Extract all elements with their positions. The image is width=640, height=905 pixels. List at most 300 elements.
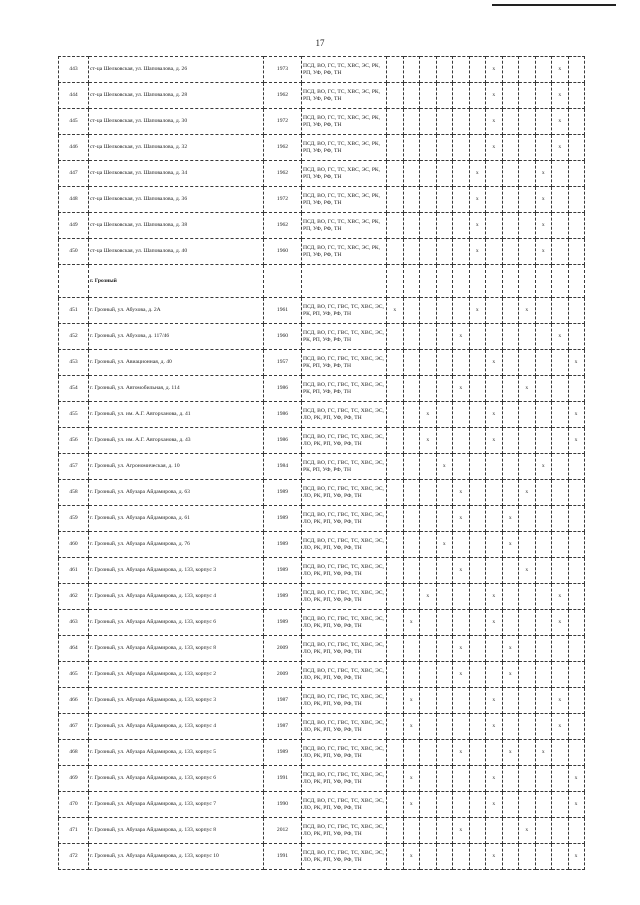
mark-cell <box>420 766 437 792</box>
mark-cell <box>420 714 437 740</box>
year-cell: 1961 <box>264 298 302 324</box>
mark-cell <box>403 83 420 109</box>
mark-cell <box>436 740 453 766</box>
row-number: 455 <box>59 402 89 428</box>
mark-cell <box>453 844 470 870</box>
mark-cell: x <box>486 135 503 161</box>
mark-cell <box>552 402 569 428</box>
row-number: 445 <box>59 109 89 135</box>
mark-cell: x <box>453 636 470 662</box>
mark-cell: x <box>403 766 420 792</box>
mark-cell: x <box>453 506 470 532</box>
mark-cell <box>469 688 486 714</box>
mark-cell <box>535 402 552 428</box>
year-cell: 1991 <box>264 844 302 870</box>
mark-cell <box>535 506 552 532</box>
mark-cell: x <box>486 714 503 740</box>
mark-cell <box>453 792 470 818</box>
mark-cell <box>453 350 470 376</box>
mark-cell <box>519 766 536 792</box>
mark-cell <box>387 610 404 636</box>
mark-cell <box>502 187 519 213</box>
mark-cell <box>387 324 404 350</box>
mark-cell <box>552 428 569 454</box>
mark-cell <box>403 636 420 662</box>
mark-cell <box>519 161 536 187</box>
row-number: 443 <box>59 57 89 83</box>
row-number: 449 <box>59 213 89 239</box>
table-row <box>59 636 585 662</box>
mark-cell <box>420 792 437 818</box>
table-row <box>59 610 585 636</box>
mark-cell: x <box>486 83 503 109</box>
mark-cell <box>552 662 569 688</box>
table-row <box>59 766 585 792</box>
mark-cell <box>502 324 519 350</box>
mark-cell <box>502 480 519 506</box>
mark-cell <box>486 376 503 402</box>
year-cell: 1986 <box>264 402 302 428</box>
mark-cell <box>436 135 453 161</box>
mark-cell <box>519 57 536 83</box>
mark-cell <box>568 610 584 636</box>
row-number: 465 <box>59 662 89 688</box>
year-cell: 1972 <box>264 109 302 135</box>
mark-cell: x <box>403 844 420 870</box>
mark-cell <box>387 402 404 428</box>
mark-cell <box>387 740 404 766</box>
mark-cell <box>436 688 453 714</box>
row-number: 458 <box>59 480 89 506</box>
mark-cell <box>453 109 470 135</box>
mark-cell <box>552 636 569 662</box>
table-body-settlement <box>59 57 585 265</box>
mark-cell <box>486 324 503 350</box>
mark-cell <box>469 714 486 740</box>
mark-cell <box>502 584 519 610</box>
mark-cell <box>453 610 470 636</box>
mark-cell <box>519 532 536 558</box>
mark-cell <box>568 161 584 187</box>
mark-cell <box>535 83 552 109</box>
services-cell: ПСД, ВО, ГС, ГВС, ТС, ХВС, ЭС, ЛО, РК, РП, УФ, РФ, ТН <box>302 792 387 818</box>
year-cell: 1989 <box>264 506 302 532</box>
year-cell: 1989 <box>264 610 302 636</box>
mark-cell <box>552 740 569 766</box>
table-row <box>59 402 585 428</box>
mark-cell <box>568 135 584 161</box>
services-cell: ПСД, ВО, ГС, ТС, ХВС, ЭС, РК, РП, УФ, РФ, ТН <box>302 57 387 83</box>
mark-cell <box>403 57 420 83</box>
mark-cell <box>453 766 470 792</box>
mark-cell <box>420 818 437 844</box>
mark-cell <box>453 213 470 239</box>
mark-cell <box>469 792 486 818</box>
mark-cell <box>535 298 552 324</box>
mark-cell <box>535 350 552 376</box>
housing-register-table <box>58 56 585 870</box>
address-cell: г. Грозный, ул. Абузара Айдамирова, д. 133, корпус 2 <box>89 662 264 688</box>
mark-cell <box>387 532 404 558</box>
mark-cell: x <box>535 187 552 213</box>
mark-cell: x <box>453 324 470 350</box>
mark-cell: x <box>535 740 552 766</box>
services-cell: ПСД, ВО, ГС, ТС, ХВС, ЭС, РК, РП, УФ, РФ, ТН <box>302 83 387 109</box>
row-number: 466 <box>59 688 89 714</box>
table-row <box>59 161 585 187</box>
mark-cell <box>469 610 486 636</box>
address-cell: г. Грозный, ул. Абузара Айдамирова, д. 133, корпус 7 <box>89 792 264 818</box>
mark-cell <box>436 792 453 818</box>
mark-cell <box>420 480 437 506</box>
mark-cell <box>519 844 536 870</box>
mark-cell <box>469 584 486 610</box>
mark-cell <box>519 454 536 480</box>
mark-cell <box>502 298 519 324</box>
mark-cell <box>486 740 503 766</box>
mark-cell <box>568 239 584 265</box>
table-row <box>59 187 585 213</box>
mark-cell <box>486 662 503 688</box>
page-number: 17 <box>315 38 325 48</box>
mark-cell <box>568 584 584 610</box>
mark-cell <box>453 161 470 187</box>
mark-cell <box>403 454 420 480</box>
row-number: 457 <box>59 454 89 480</box>
mark-cell <box>568 109 584 135</box>
table-row <box>59 213 585 239</box>
row-number: 461 <box>59 558 89 584</box>
table-row <box>59 428 585 454</box>
table-body-city <box>59 298 585 870</box>
mark-cell <box>568 57 584 83</box>
mark-cell: x <box>502 506 519 532</box>
address-cell: ст-ца Шелковская, ул. Шаповалова, д. 34 <box>89 161 264 187</box>
mark-cell: x <box>568 792 584 818</box>
mark-cell <box>403 324 420 350</box>
mark-cell <box>436 213 453 239</box>
mark-cell <box>436 610 453 636</box>
year-cell: 1962 <box>264 83 302 109</box>
mark-cell <box>502 844 519 870</box>
mark-cell <box>486 558 503 584</box>
table-body-city-heading <box>59 265 585 298</box>
mark-cell <box>436 324 453 350</box>
mark-cell <box>502 454 519 480</box>
mark-cell <box>469 428 486 454</box>
mark-cell <box>436 558 453 584</box>
mark-cell <box>403 818 420 844</box>
mark-cell <box>436 766 453 792</box>
mark-cell <box>535 636 552 662</box>
mark-cell: x <box>552 83 569 109</box>
address-cell: г. Грозный, ул. Абузара Айдамирова, д. 61 <box>89 506 264 532</box>
mark-cell: x <box>568 350 584 376</box>
row-number: 451 <box>59 298 89 324</box>
mark-cell: x <box>453 818 470 844</box>
address-cell: ст-ца Шелковская, ул. Шаповалова, д. 28 <box>89 83 264 109</box>
mark-cell <box>519 350 536 376</box>
mark-cell: x <box>453 376 470 402</box>
services-cell: ПСД, ВО, ГС, ГВС, ТС, ХВС, ЭС, ЛО, РК, РП, УФ, РФ, ТН <box>302 636 387 662</box>
mark-cell <box>568 818 584 844</box>
mark-cell: x <box>486 688 503 714</box>
mark-cell <box>436 187 453 213</box>
mark-cell <box>403 213 420 239</box>
mark-cell: x <box>387 298 404 324</box>
mark-cell <box>552 298 569 324</box>
address-cell: ст-ца Шелковская, ул. Шаповалова, д. 40 <box>89 239 264 265</box>
mark-cell <box>403 376 420 402</box>
mark-cell <box>420 688 437 714</box>
mark-cell <box>469 480 486 506</box>
year-cell: 1989 <box>264 584 302 610</box>
mark-cell <box>535 818 552 844</box>
mark-cell <box>436 57 453 83</box>
mark-cell <box>568 506 584 532</box>
mark-cell: x <box>403 792 420 818</box>
mark-cell <box>469 558 486 584</box>
mark-cell <box>535 428 552 454</box>
mark-cell <box>387 792 404 818</box>
mark-cell <box>453 402 470 428</box>
row-number: 456 <box>59 428 89 454</box>
address-cell: г. Грозный, ул. Абузара Айдамирова, д. 76 <box>89 532 264 558</box>
year-cell: 1972 <box>264 187 302 213</box>
mark-cell <box>502 135 519 161</box>
mark-cell <box>420 239 437 265</box>
mark-cell: x <box>486 57 503 83</box>
mark-cell: x <box>453 662 470 688</box>
services-cell: ПСД, ВО, ГС, ГВС, ТС, ХВС, ЭС, РК, РП, УФ, РФ, ТН <box>302 298 387 324</box>
mark-cell <box>552 766 569 792</box>
mark-cell <box>469 376 486 402</box>
mark-cell <box>568 740 584 766</box>
mark-cell <box>387 454 404 480</box>
mark-cell <box>453 239 470 265</box>
mark-cell <box>502 818 519 844</box>
table-row <box>59 740 585 766</box>
address-cell: г. Грозный, ул. Абухова, д. 117/46 <box>89 324 264 350</box>
mark-cell: x <box>420 402 437 428</box>
address-cell: г. Грозный, ул. Абузара Айдамирова, д. 133, корпус 8 <box>89 636 264 662</box>
mark-cell <box>535 376 552 402</box>
mark-cell <box>436 844 453 870</box>
mark-cell <box>568 83 584 109</box>
mark-cell <box>453 532 470 558</box>
address-cell: г. Грозный, ул. Абузара Айдамирова, д. 133, корпус 3 <box>89 558 264 584</box>
mark-cell <box>535 324 552 350</box>
row-number: 471 <box>59 818 89 844</box>
mark-cell <box>552 350 569 376</box>
mark-cell <box>420 662 437 688</box>
mark-cell: x <box>552 688 569 714</box>
mark-cell <box>502 161 519 187</box>
year-cell: 2009 <box>264 636 302 662</box>
address-cell: г. Грозный, ул. Абузара Айдамирова, д. 133, корпус 6 <box>89 610 264 636</box>
address-cell: г. Грозный, ул. Автомобильная, д. 114 <box>89 376 264 402</box>
mark-cell <box>502 376 519 402</box>
mark-cell <box>519 187 536 213</box>
mark-cell <box>469 662 486 688</box>
address-cell: ст-ца Шелковская, ул. Шаповалова, д. 38 <box>89 213 264 239</box>
mark-cell: x <box>568 844 584 870</box>
services-cell: ПСД, ВО, ГС, ГВС, ТС, ХВС, ЭС, РК, РП, УФ, РФ, ТН <box>302 376 387 402</box>
mark-cell: x <box>486 584 503 610</box>
row-number: 459 <box>59 506 89 532</box>
mark-cell <box>486 298 503 324</box>
mark-cell <box>519 428 536 454</box>
mark-cell <box>552 506 569 532</box>
services-cell: ПСД, ВО, ГС, ГВС, ТС, ХВС, ЭС, ЛО, РК, РП, УФ, РФ, ТН <box>302 506 387 532</box>
mark-cell <box>436 662 453 688</box>
mark-cell <box>519 714 536 740</box>
mark-cell <box>519 740 536 766</box>
year-cell: 1973 <box>264 57 302 83</box>
year-cell: 1987 <box>264 714 302 740</box>
mark-cell: x <box>403 714 420 740</box>
mark-cell <box>420 740 437 766</box>
table-row <box>59 454 585 480</box>
mark-cell <box>387 636 404 662</box>
mark-cell <box>552 161 569 187</box>
mark-cell <box>387 213 404 239</box>
mark-cell <box>403 135 420 161</box>
mark-cell <box>552 792 569 818</box>
mark-cell <box>535 766 552 792</box>
mark-cell <box>519 239 536 265</box>
mark-cell <box>502 213 519 239</box>
mark-cell <box>469 766 486 792</box>
address-cell: г. Грозный, ул. Абузара Айдамирова, д. 63 <box>89 480 264 506</box>
mark-cell <box>519 636 536 662</box>
mark-cell <box>502 688 519 714</box>
mark-cell <box>469 506 486 532</box>
mark-cell <box>403 239 420 265</box>
mark-cell <box>403 109 420 135</box>
mark-cell <box>535 135 552 161</box>
mark-cell <box>486 818 503 844</box>
year-cell: 1984 <box>264 454 302 480</box>
mark-cell <box>535 57 552 83</box>
mark-cell: x <box>552 109 569 135</box>
mark-cell <box>502 239 519 265</box>
mark-cell <box>387 350 404 376</box>
mark-cell <box>387 376 404 402</box>
mark-cell <box>420 558 437 584</box>
mark-cell: x <box>486 428 503 454</box>
mark-cell <box>568 558 584 584</box>
row-number: 472 <box>59 844 89 870</box>
mark-cell <box>469 818 486 844</box>
mark-cell: x <box>535 239 552 265</box>
mark-cell <box>453 714 470 740</box>
services-cell: ПСД, ВО, ГС, ТС, ХВС, ЭС, РК, РП, УФ, РФ, ТН <box>302 161 387 187</box>
mark-cell <box>469 402 486 428</box>
address-cell: ст-ца Шелковская, ул. Шаповалова, д. 26 <box>89 57 264 83</box>
mark-cell <box>420 83 437 109</box>
year-cell: 1987 <box>264 688 302 714</box>
mark-cell <box>535 109 552 135</box>
table-row <box>59 818 585 844</box>
table-row <box>59 57 585 83</box>
mark-cell <box>387 57 404 83</box>
mark-cell <box>436 818 453 844</box>
mark-cell <box>502 57 519 83</box>
table-row <box>59 532 585 558</box>
mark-cell: x <box>552 584 569 610</box>
mark-cell: x <box>469 298 486 324</box>
table-row <box>59 662 585 688</box>
row-number: 444 <box>59 83 89 109</box>
address-cell: г. Грозный, ул. Абузара Айдамирова, д. 133, корпус 3 <box>89 688 264 714</box>
mark-cell <box>420 213 437 239</box>
mark-cell <box>420 57 437 83</box>
mark-cell <box>486 161 503 187</box>
mark-cell <box>420 454 437 480</box>
city-heading: г. Грозный <box>89 265 264 298</box>
table-row <box>59 506 585 532</box>
mark-cell <box>535 584 552 610</box>
mark-cell <box>469 740 486 766</box>
mark-cell <box>453 584 470 610</box>
mark-cell: x <box>568 402 584 428</box>
mark-cell: x <box>469 161 486 187</box>
mark-cell <box>535 792 552 818</box>
mark-cell: x <box>469 213 486 239</box>
mark-cell <box>535 532 552 558</box>
mark-cell <box>420 109 437 135</box>
address-cell: г. Грозный, ул. Абузара Айдамирова, д. 133, корпус 4 <box>89 714 264 740</box>
mark-cell <box>403 584 420 610</box>
mark-cell <box>387 818 404 844</box>
year-cell: 1990 <box>264 792 302 818</box>
mark-cell <box>387 135 404 161</box>
mark-cell <box>436 161 453 187</box>
mark-cell: x <box>486 610 503 636</box>
mark-cell <box>387 480 404 506</box>
mark-cell: x <box>436 532 453 558</box>
year-cell: 1962 <box>264 213 302 239</box>
mark-cell <box>403 740 420 766</box>
mark-cell <box>519 135 536 161</box>
mark-cell <box>403 298 420 324</box>
year-cell: 1986 <box>264 376 302 402</box>
mark-cell <box>535 610 552 636</box>
mark-cell: x <box>568 766 584 792</box>
year-cell: 2012 <box>264 818 302 844</box>
table-row <box>59 83 585 109</box>
mark-cell <box>502 766 519 792</box>
mark-cell <box>568 662 584 688</box>
table-row <box>59 109 585 135</box>
mark-cell <box>453 454 470 480</box>
mark-cell: x <box>552 135 569 161</box>
row-number: 470 <box>59 792 89 818</box>
mark-cell <box>387 688 404 714</box>
mark-cell <box>420 298 437 324</box>
year-cell: 1957 <box>264 350 302 376</box>
mark-cell <box>519 109 536 135</box>
mark-cell <box>387 239 404 265</box>
table-row <box>59 584 585 610</box>
mark-cell <box>552 454 569 480</box>
row-number: 453 <box>59 350 89 376</box>
services-cell: ПСД, ВО, ГС, ГВС, ТС, ХВС, ЭС, ЛО, РК, РП, УФ, РФ, ТН <box>302 480 387 506</box>
mark-cell <box>552 376 569 402</box>
mark-cell: x <box>552 57 569 83</box>
mark-cell <box>387 109 404 135</box>
